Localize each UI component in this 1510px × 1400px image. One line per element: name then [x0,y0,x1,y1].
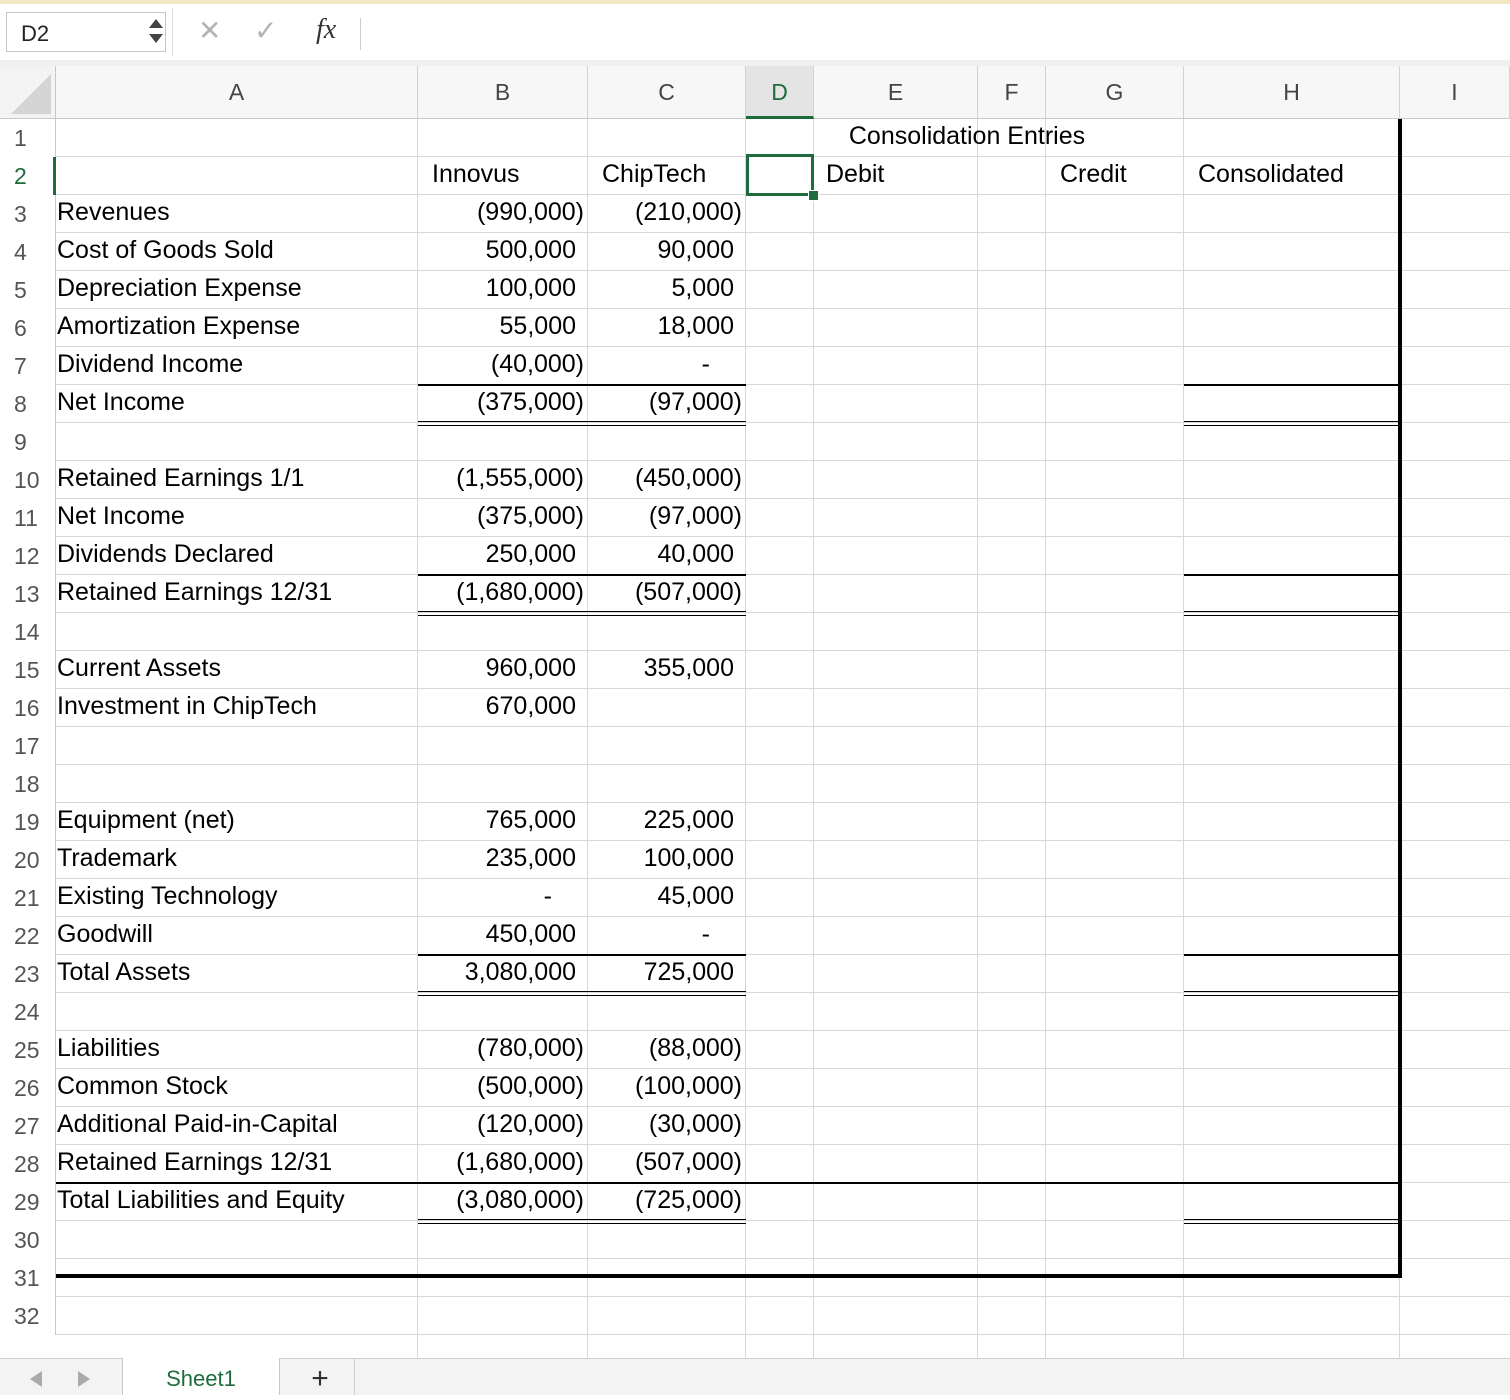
row-header-17[interactable]: 17 [0,727,56,765]
value-cell-innovus[interactable]: 765,000 [485,806,576,834]
label-cell[interactable]: Goodwill [57,920,153,948]
column-header-f[interactable]: F [978,66,1046,119]
value-cell-innovus[interactable]: 960,000 [485,654,576,682]
gridline-column [745,119,746,1358]
value-cell-chiptech[interactable]: - [701,350,710,378]
gridline-column [1183,119,1184,1358]
value-cell-innovus[interactable]: (500,000) [476,1072,584,1100]
row-header-12[interactable]: 12 [0,537,56,575]
fill-handle[interactable] [808,190,819,201]
label-cell[interactable]: Retained Earnings 12/31 [57,578,333,606]
value-cell-chiptech[interactable]: 45,000 [657,882,734,910]
gridline-row [56,878,1510,879]
total-top-border [418,384,746,386]
row-header-2[interactable]: 2 [0,157,56,195]
row-header-31[interactable]: 31 [0,1259,56,1297]
gridline-row [56,612,1510,613]
total-top-border [1184,574,1400,576]
gridline-row [56,346,1510,347]
sheet-tab-bar [0,1358,1510,1395]
gridline-row [56,1068,1510,1069]
value-cell-innovus[interactable]: (780,000) [476,1034,584,1062]
row-header-6[interactable]: 6 [0,309,56,347]
label-cell[interactable]: Total Assets [57,958,191,986]
value-cell-chiptech[interactable]: (507,000) [634,1148,742,1176]
row-header-25[interactable]: 25 [0,1031,56,1069]
label-cell[interactable]: Cost of Goods Sold [57,236,274,264]
value-cell-innovus[interactable]: (990,000) [476,198,584,226]
total-double-border [1184,991,1400,992]
total-top-border [56,1182,1400,1184]
row-header-28[interactable]: 28 [0,1145,56,1183]
selected-cell-d2[interactable] [746,154,814,196]
value-cell-innovus[interactable]: (40,000) [490,350,584,378]
value-cell-chiptech[interactable]: 725,000 [643,958,734,986]
cancel-icon[interactable]: ✕ [198,15,222,46]
gridline-row [56,232,1510,233]
name-box-value: D2 [21,21,50,46]
gridline-row [56,1144,1510,1145]
column-header-h[interactable]: H [1184,66,1400,119]
row-header-27[interactable]: 27 [0,1107,56,1145]
consolidation-entries-header[interactable]: Consolidation Entries [848,122,1086,150]
gridline-row [56,1106,1510,1107]
column-header-b[interactable]: B [418,66,588,119]
gridline-row [56,1220,1510,1221]
row-header-13[interactable]: 13 [0,575,56,613]
total-top-border [418,574,746,576]
gridline-row [56,536,1510,537]
row-header-4[interactable]: 4 [0,233,56,271]
total-double-border [418,1223,746,1224]
total-double-border [418,991,746,992]
row-header-26[interactable]: 26 [0,1069,56,1107]
value-cell-innovus[interactable]: 670,000 [485,692,576,720]
row-header-19[interactable]: 19 [0,803,56,841]
row-header-24[interactable]: 24 [0,993,56,1031]
value-cell-innovus[interactable]: 100,000 [485,274,576,302]
enter-check-icon[interactable]: ✓ [254,15,278,46]
label-cell[interactable]: Dividend Income [57,350,244,378]
total-double-border [1184,1223,1400,1224]
value-cell-chiptech[interactable]: 5,000 [671,274,734,302]
gridline-row [56,270,1510,271]
gridline-row [56,802,1510,803]
value-cell-innovus[interactable]: 250,000 [485,540,576,568]
gridline-column [813,119,814,1358]
label-cell[interactable]: Investment in ChipTech [57,692,317,720]
total-double-border [418,615,746,616]
total-top-border [1184,384,1400,386]
gridline-row [56,764,1510,765]
value-cell-innovus[interactable]: (375,000) [476,388,584,416]
gridline-row [56,1334,1510,1335]
formula-divider [360,18,361,50]
credit-header[interactable]: Credit [1060,160,1127,188]
row-header-22[interactable]: 22 [0,917,56,955]
insert-function-icon[interactable]: fx [316,14,337,45]
gridline-row [56,1258,1510,1259]
gridline-row [56,840,1510,841]
label-cell[interactable]: Existing Technology [57,882,278,910]
label-cell[interactable]: Amortization Expense [57,312,301,340]
row-header-3[interactable]: 3 [0,195,56,233]
total-double-border [418,421,746,422]
value-cell-innovus[interactable]: 3,080,000 [464,958,576,986]
value-cell-innovus[interactable]: (1,555,000) [456,464,584,492]
total-double-border [418,611,746,612]
value-cell-innovus[interactable]: 500,000 [485,236,576,264]
name-box[interactable] [6,12,166,52]
value-cell-chiptech[interactable]: (725,000) [634,1186,742,1214]
value-cell-innovus[interactable]: (375,000) [476,502,584,530]
value-cell-innovus[interactable]: (1,680,000) [456,578,584,606]
label-cell[interactable]: Revenues [57,198,170,226]
consolidated-right-border [1398,119,1402,1277]
row-header-32[interactable]: 32 [0,1297,56,1335]
total-double-border [418,425,746,426]
row-header-8[interactable]: 8 [0,385,56,423]
row-header-15[interactable]: 15 [0,651,56,689]
consolidated-header[interactable]: Consolidated [1198,160,1344,188]
gridline-row [56,422,1510,423]
formula-bar-divider [172,8,173,56]
total-double-border [418,1219,746,1220]
gridline-row [56,308,1510,309]
label-cell[interactable]: Net Income [57,388,185,416]
row-header-5[interactable]: 5 [0,271,56,309]
row-header-1[interactable]: 1 [0,119,56,157]
total-double-border [1184,421,1400,422]
label-cell[interactable]: Total Liabilities and Equity [57,1186,345,1214]
gridline-row [56,650,1510,651]
gridline-row [56,498,1510,499]
label-cell[interactable]: Retained Earnings 12/31 [57,1148,333,1176]
row-header-23[interactable]: 23 [0,955,56,993]
total-top-border [418,954,746,956]
name-box-stepper-icon[interactable] [147,19,165,47]
column-header-c[interactable]: C [588,66,746,119]
row-header-18[interactable]: 18 [0,765,56,803]
label-cell[interactable]: Liabilities [57,1034,160,1062]
value-cell-innovus[interactable]: - [543,882,552,910]
value-cell-chiptech[interactable]: 90,000 [657,236,734,264]
label-cell[interactable]: Trademark [57,844,177,872]
gridline-row [56,688,1510,689]
row-header-14[interactable]: 14 [0,613,56,651]
gridline-row [56,1030,1510,1031]
value-cell-chiptech[interactable]: (97,000) [648,388,742,416]
value-cell-chiptech[interactable]: 355,000 [643,654,734,682]
total-double-border [1184,1219,1400,1220]
value-cell-chiptech[interactable]: (507,000) [634,578,742,606]
label-cell[interactable]: Dividends Declared [57,540,274,568]
scroll-right-icon[interactable] [78,1371,90,1387]
row-header-9[interactable]: 9 [0,423,56,461]
row-header-30[interactable]: 30 [0,1221,56,1259]
row-header-16[interactable]: 16 [0,689,56,727]
value-cell-innovus[interactable]: 450,000 [485,920,576,948]
value-cell-chiptech[interactable]: (450,000) [634,464,742,492]
debit-header[interactable]: Debit [826,160,885,188]
value-cell-chiptech[interactable]: 100,000 [643,844,734,872]
tab-divider [354,1359,355,1395]
label-cell[interactable]: Common Stock [57,1072,228,1100]
value-cell-chiptech[interactable]: (210,000) [634,198,742,226]
gridline-column [1045,119,1046,1358]
row-header-29[interactable]: 29 [0,1183,56,1221]
label-cell[interactable]: Retained Earnings 1/1 [57,464,305,492]
total-top-border [1184,954,1400,956]
row-header-10[interactable]: 10 [0,461,56,499]
gridline-row [56,916,1510,917]
formula-input[interactable] [370,14,1494,52]
value-cell-chiptech[interactable]: (100,000) [634,1072,742,1100]
column-header-e[interactable]: E [814,66,978,119]
spreadsheet-grid[interactable] [0,66,1510,1358]
total-double-border [1184,995,1400,996]
chiptech-header[interactable]: ChipTech [602,160,707,188]
gridline-row [56,726,1510,727]
row-header-7[interactable]: 7 [0,347,56,385]
total-double-border [1184,615,1400,616]
tab-sheet1[interactable]: Sheet1 [122,1358,280,1395]
row-header-11[interactable]: 11 [0,499,56,537]
total-double-border [1184,425,1400,426]
select-all-corner[interactable] [0,66,56,119]
value-cell-innovus[interactable]: (3,080,000) [456,1186,584,1214]
scroll-left-icon[interactable] [30,1371,42,1387]
column-header-d[interactable]: D [746,66,814,119]
formula-bar [0,4,1510,61]
innovus-header[interactable]: Innovus [432,160,520,188]
value-cell-chiptech[interactable]: (88,000) [648,1034,742,1062]
gridline-row [56,1296,1510,1297]
value-cell-innovus[interactable]: (120,000) [476,1110,584,1138]
column-header-g[interactable]: G [1046,66,1184,119]
value-cell-chiptech[interactable]: 225,000 [643,806,734,834]
bottom-thick-border [56,1274,1402,1278]
column-header-i[interactable]: I [1400,66,1510,119]
label-cell[interactable]: Additional Paid-in-Capital [57,1110,338,1138]
value-cell-chiptech[interactable]: 18,000 [657,312,734,340]
label-cell[interactable]: Depreciation Expense [57,274,302,302]
add-sheet-icon[interactable]: + [311,1362,329,1395]
value-cell-chiptech[interactable]: 40,000 [657,540,734,568]
value-cell-innovus[interactable]: 235,000 [485,844,576,872]
column-header-a[interactable]: A [56,66,418,119]
row-header-21[interactable]: 21 [0,879,56,917]
value-cell-innovus[interactable]: (1,680,000) [456,1148,584,1176]
value-cell-chiptech[interactable]: (30,000) [648,1110,742,1138]
label-cell[interactable]: Current Assets [57,654,221,682]
row-header-20[interactable]: 20 [0,841,56,879]
gridline-row [56,992,1510,993]
total-double-border [1184,611,1400,612]
total-double-border [418,995,746,996]
gridline-column [977,119,978,1358]
label-cell[interactable]: Net Income [57,502,185,530]
value-cell-innovus[interactable]: 55,000 [499,312,576,340]
value-cell-chiptech[interactable]: (97,000) [648,502,742,530]
gridline-row [56,460,1510,461]
label-cell[interactable]: Equipment (net) [57,806,235,834]
value-cell-chiptech[interactable]: - [701,920,710,948]
